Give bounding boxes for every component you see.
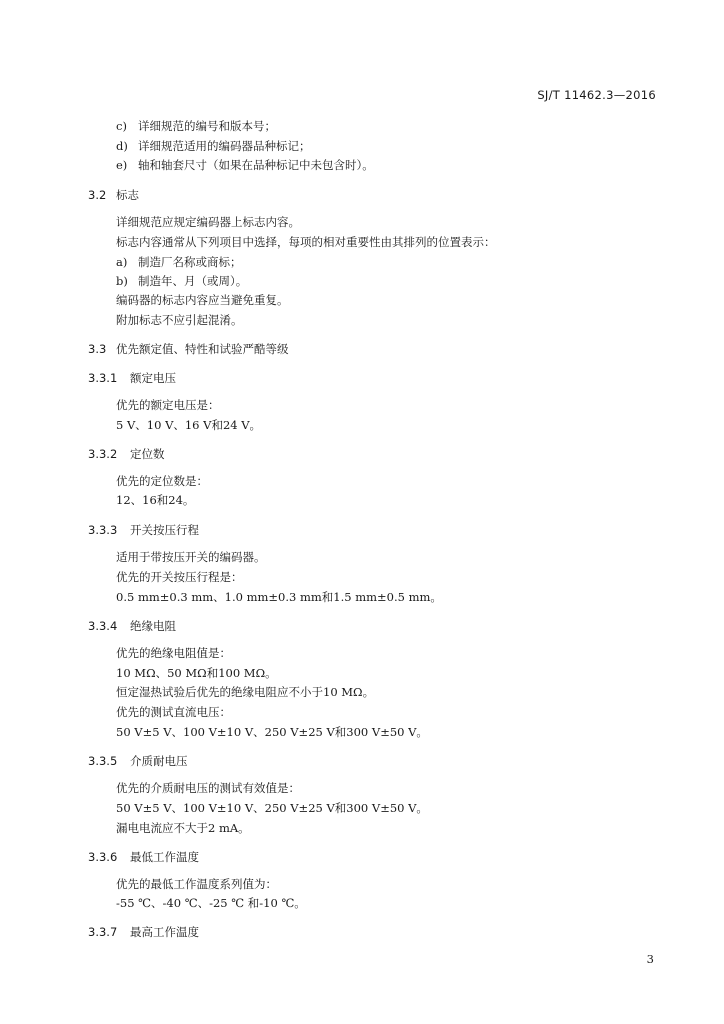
item-text: 详细规范适用的编码器品种标记；: [138, 139, 311, 153]
section-title: 额定电压: [130, 371, 176, 385]
item-text: 制造厂名称或商标；: [138, 255, 242, 269]
section-number: 3.3.6: [88, 850, 118, 864]
paragraph: 优先的介质耐电压的测试有效值是：: [116, 781, 300, 795]
section-heading: [88, 849, 199, 865]
section-number: 3.2: [88, 188, 107, 202]
item-label: d): [116, 139, 128, 153]
list-item: [116, 118, 276, 134]
section-title: 定位数: [130, 447, 165, 461]
section-title: 标志: [116, 188, 139, 202]
section-heading: [88, 446, 165, 462]
paragraph: 详细规范应规定编码器上标志内容。: [116, 215, 300, 229]
paragraph: 优先的最低工作温度系列值为：: [116, 877, 277, 891]
section-number: 3.3: [88, 342, 107, 356]
item-label: e): [116, 158, 128, 172]
section-heading: [88, 522, 199, 538]
paragraph: 编码器的标志内容应当避免重复。: [116, 293, 289, 307]
paragraph: 优先的额定电压是：: [116, 398, 220, 412]
paragraph: 50 V±5 V、100 V±10 V、250 V±25 V和300 V±50 V。: [116, 725, 428, 739]
section-number: 3.3.2: [88, 447, 118, 461]
paragraph: 0.5 mm±0.3 mm、1.0 mm±0.3 mm和1.5 mm±0.5 mm。: [116, 590, 442, 604]
section-number: 3.3.7: [88, 925, 118, 939]
paragraph: 12、16和24。: [116, 493, 195, 507]
page-number: 3: [646, 952, 654, 966]
section-title: 优先额定值、特性和试验严酷等级: [116, 342, 289, 356]
section-number: 3.3.4: [88, 619, 118, 633]
paragraph: 优先的开关按压行程是：: [116, 570, 243, 584]
list-item: [116, 157, 374, 173]
paragraph: 恒定湿热试验后优先的绝缘电阻应不小于10 MΩ。: [116, 685, 375, 699]
section-title: 绝缘电阻: [130, 619, 176, 633]
list-item: [116, 138, 311, 154]
paragraph: 附加标志不应引起混淆。: [116, 313, 243, 327]
section-heading: [88, 618, 176, 634]
list-item: [116, 273, 247, 289]
section-heading: [88, 370, 176, 386]
paragraph: -55 ℃、-40 ℃、-25 ℃ 和-10 ℃。: [116, 896, 306, 910]
item-label: c): [116, 119, 127, 133]
item-text: 详细规范的编号和版本号；: [138, 119, 276, 133]
document-code: SJ/T 11462.3—2016: [537, 88, 656, 102]
paragraph: 优先的定位数是：: [116, 474, 208, 488]
section-heading: [88, 924, 199, 940]
paragraph: 适用于带按压开关的编码器。: [116, 550, 266, 564]
section-number: 3.3.3: [88, 523, 118, 537]
section-title: 介质耐电压: [130, 754, 188, 768]
section-number: 3.3.1: [88, 371, 118, 385]
list-item: [116, 254, 242, 270]
item-text: 轴和轴套尺寸（如果在品种标记中未包含时）。: [138, 158, 374, 172]
paragraph: 5 V、10 V、16 V和24 V。: [116, 418, 262, 432]
section-number: 3.3.5: [88, 754, 118, 768]
section-title: 最高工作温度: [130, 925, 199, 939]
section-heading: [88, 753, 188, 769]
paragraph: 50 V±5 V、100 V±10 V、250 V±25 V和300 V±50 V。: [116, 801, 428, 815]
item-label: b): [116, 274, 128, 288]
item-text: 制造年、月（或周）。: [138, 274, 248, 288]
paragraph: 优先的绝缘电阻值是：: [116, 646, 231, 660]
paragraph: 优先的测试直流电压：: [116, 705, 231, 719]
paragraph: 漏电电流应不大于2 mA。: [116, 821, 250, 835]
paragraph: 标志内容通常从下列项目中选择，每项的相对重要性由其排列的位置表示：: [116, 235, 496, 249]
section-heading: [88, 187, 139, 203]
paragraph: 10 MΩ、50 MΩ和100 MΩ。: [116, 666, 277, 680]
item-label: a): [116, 255, 128, 269]
section-title: 最低工作温度: [130, 850, 199, 864]
section-title: 开关按压行程: [130, 523, 199, 537]
section-heading: [88, 341, 289, 357]
